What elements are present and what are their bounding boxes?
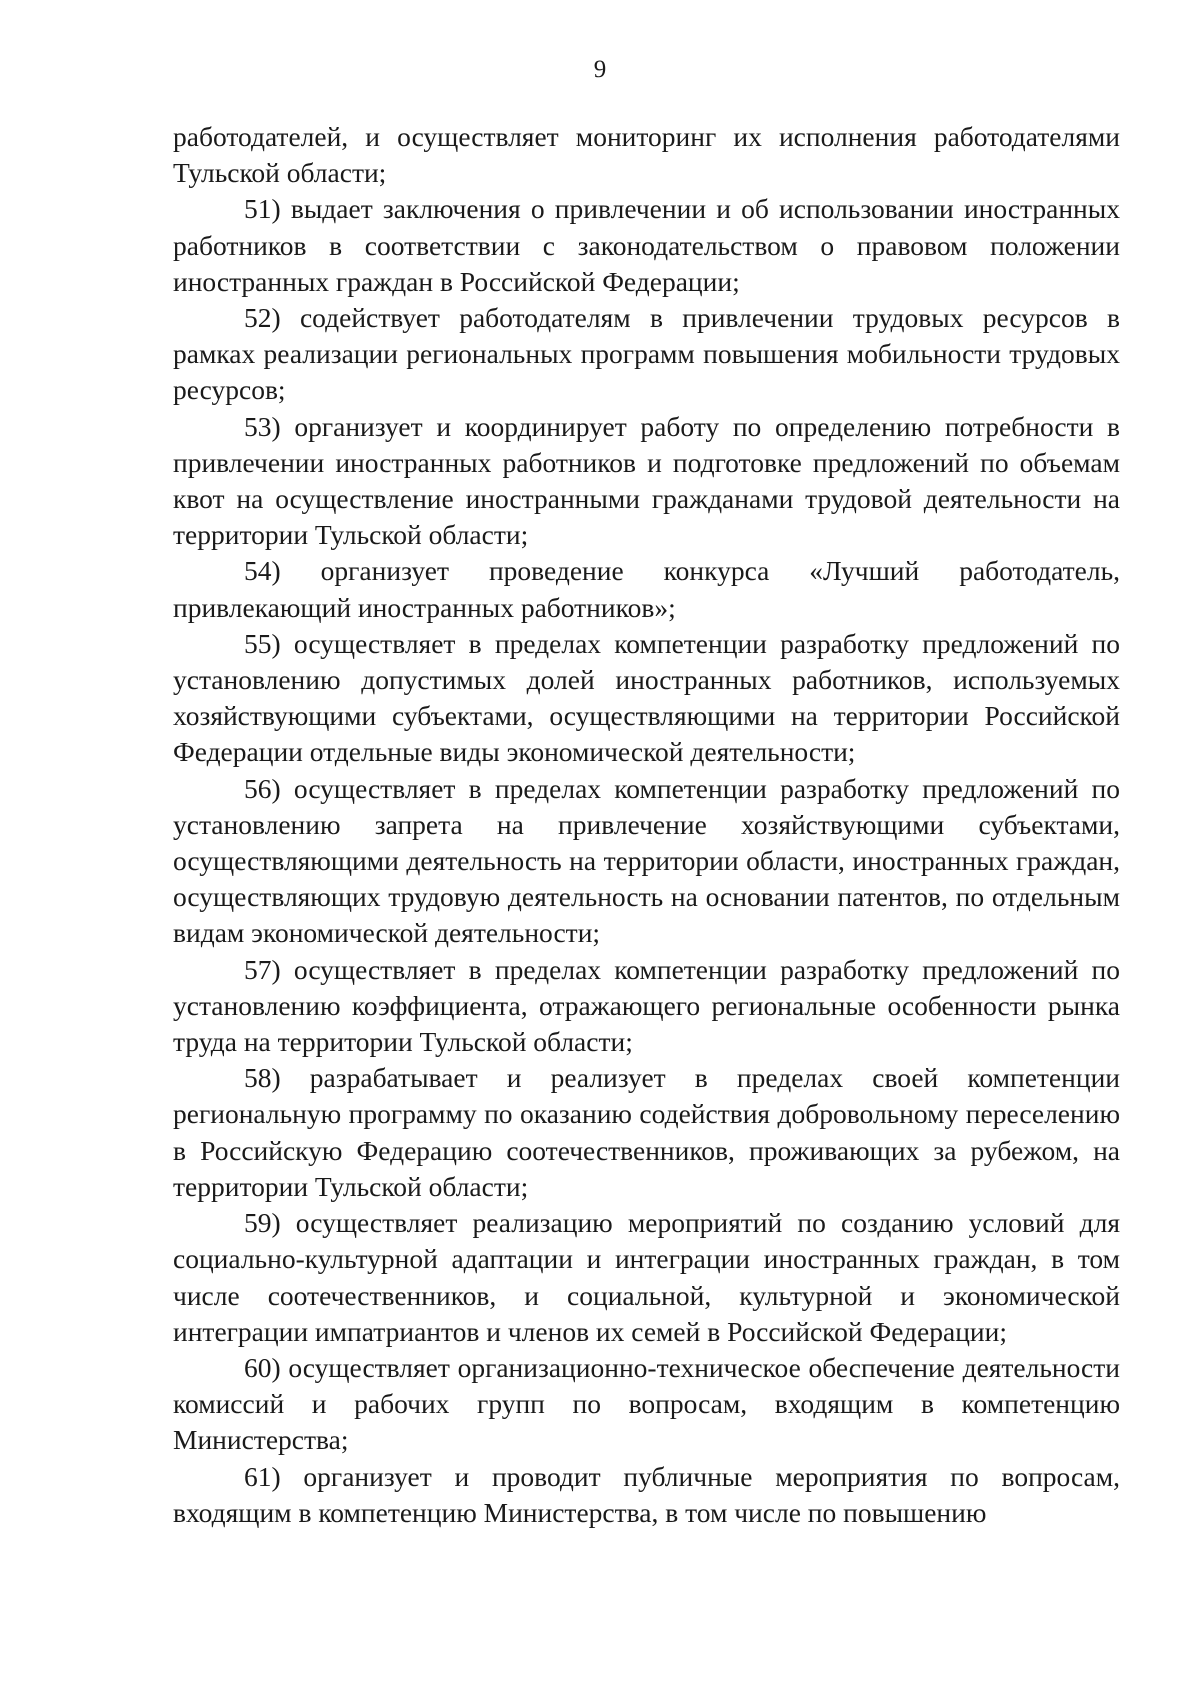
paragraph-item-53: 53) организует и координирует работу по определению потребности в привлечении иностранных работников и подготовке предложений по объемам квот на осуществление иностранными гражданами трудовой деятельности на территории Тульской области; bbox=[173, 410, 1120, 551]
paragraph-item-61: 61) организует и проводит публичные мероприятия по вопросам, входящим в компетенцию Министерства, в том числе по повышению bbox=[173, 1460, 1120, 1528]
paragraph-item-59: 59) осуществляет реализацию мероприятий по созданию условий для социально-культурной адаптации и интеграции иностранных граждан, в том числе соотечественников, и социальной, культурной и экономической интеграции импатриантов и членов их семей в Российской Федерации; bbox=[173, 1207, 1120, 1347]
paragraph-item-56: 56) осуществляет в пределах компетенции разработку предложений по установлению запрета на привлечение хозяйствующими субъектами, осуществляющими деятельность на территории области, иностранных граждан, осуществляющих трудовую деятельность на основании патентов, по отдельным видам экономической деятельности; bbox=[173, 772, 1120, 949]
paragraph-item-57: 57) осуществляет в пределах компетенции разработку предложений по установлению коэффициента, отражающего региональные особенности рынка труда на территории Тульской области; bbox=[173, 953, 1120, 1058]
paragraph-item-54: 54) организует проведение конкурса «Лучший работодатель, привлекающий иностранных работников»; bbox=[173, 555, 1120, 623]
page-number: 9 bbox=[593, 56, 607, 83]
paragraph-item-55: 55) осуществляет в пределах компетенции разработку предложений по установлению допустимых долей иностранных работников, используемых хозяйствующими субъектами, осуществляющими на территории Российской Федерации отдельные виды экономической деятельности; bbox=[173, 627, 1120, 768]
paragraph-item-52: 52) содействует работодателям в привлечении трудовых ресурсов в рамках реализации региональных программ повышения мобильности трудовых ресурсов; bbox=[173, 302, 1120, 406]
paragraph-item-51: 51) выдает заключения о привлечении и об использовании иностранных работников в соответствии с законодательством о правовом положении иностранных граждан в Российской Федерации; bbox=[173, 193, 1120, 297]
paragraph-item-60: 60) осуществляет организационно-техническое обеспечение деятельности комиссий и рабочих групп по вопросам, входящим в компетенцию Министерства; bbox=[173, 1351, 1120, 1456]
document-body bbox=[173, 119, 1120, 1531]
paragraph-item-58: 58) разрабатывает и реализует в пределах своей компетенции региональную программу по оказанию содействия добровольному переселению в Российскую Федерацию соотечественников, проживающих за рубежом, на территории Тульской области; bbox=[173, 1062, 1120, 1202]
paragraph-continuation: работодателей, и осуществляет мониторинг их исполнения работодателями Тульской области; bbox=[173, 121, 1120, 189]
